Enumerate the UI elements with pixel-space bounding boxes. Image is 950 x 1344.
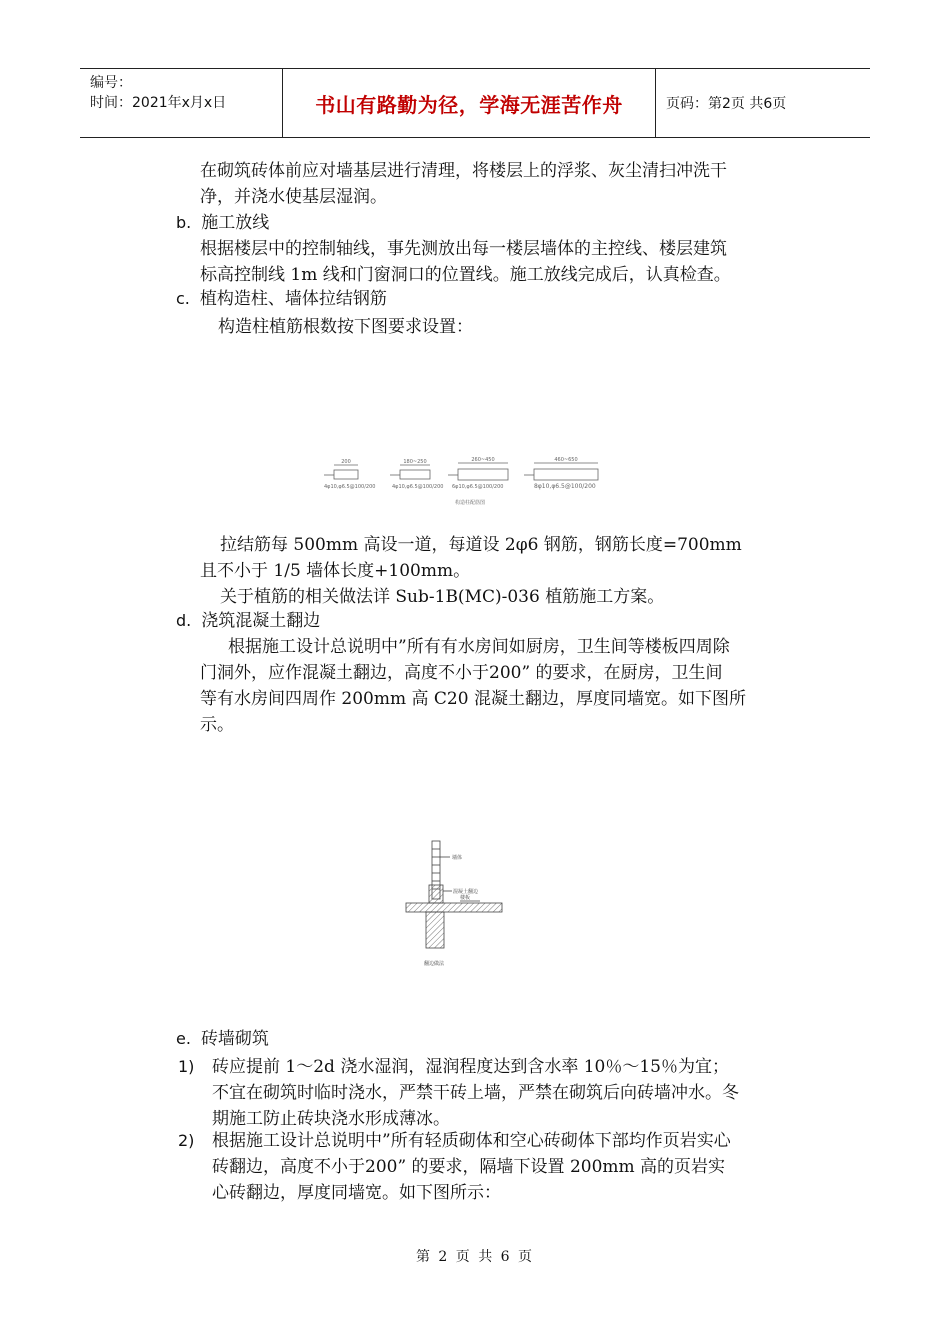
rebar-note: 4φ10,φ6.5@100/200 (324, 484, 376, 490)
section-marker: d. (176, 611, 192, 630)
paragraph-concrete-curb (200, 634, 810, 738)
paragraph-line: 标高控制线 1m 线和门窗洞口的位置线。施工放线完成后，认真检查。 (200, 265, 731, 285)
paragraph-line: 根据施工设计总说明中”所有有水房间如厨房，卫生间等楼板四周除 (228, 637, 730, 657)
column-section-4 (534, 469, 598, 480)
figure-label: 楼板 (460, 895, 471, 901)
beam-section (426, 912, 444, 948)
paragraph-line: 示。 (200, 715, 234, 735)
section-title: 砖墙砌筑 (200, 1029, 269, 1049)
list-number: 1) (178, 1057, 195, 1076)
paragraph-line: 砖翻边，高度不小于200” 的要求，隔墙下设置 200mm 高的页岩实 (212, 1157, 726, 1177)
section-marker: e. (176, 1029, 191, 1048)
page-footer: 第 2 页 共 6 页 (415, 1249, 535, 1265)
paragraph-line: 心砖翻边，厚度同墙宽。如下图所示： (212, 1183, 501, 1203)
section-title: 植构造柱、墙体拉结钢筋 (199, 289, 387, 309)
paragraph-rebar-reference: 关于植筋的相关做法详 Sub-1B(MC)-036 植筋施工方案。 (220, 587, 665, 607)
page-header (80, 68, 870, 138)
header-page-info: 页码：第2页 共6页 (666, 96, 787, 112)
dim-label: 260~450 (471, 457, 495, 463)
section-marker: c. (176, 289, 190, 308)
paragraph-line: 净，并浇水使基层湿润。 (200, 187, 387, 207)
figure-label: 混凝土翻边 (453, 889, 479, 895)
dim-label: 460~650 (554, 457, 578, 463)
column-section-1 (334, 470, 358, 479)
rebar-note: 8φ10,φ6.5@100/200 (534, 483, 596, 490)
dim-label: 180~250 (403, 459, 427, 465)
document-date-label: 时间：2021年x月x日 (90, 95, 227, 111)
section-heading-b (176, 210, 269, 236)
paragraph-tie-bars (220, 532, 810, 558)
column-section-2 (400, 470, 430, 479)
figure-label: 墙体 (452, 855, 463, 861)
paragraph-layout-lines (200, 236, 810, 288)
paragraph-line: 根据楼层中的控制轴线，事先测放出每一楼层墙体的主控线、楼层建筑 (200, 239, 727, 259)
figure-caption: 翻边做法 (423, 961, 445, 967)
paragraph-line: 门洞外，应作混凝土翻边，高度不小于200” 的要求，在厨房，卫生间 (200, 663, 723, 683)
section-heading-e (176, 1026, 269, 1052)
paragraph-line: 不宜在砌筑时临时浇水，严禁干砖上墙，严禁在砌筑后向砖墙冲水。冬 (212, 1083, 739, 1103)
section-marker: b. (176, 213, 192, 232)
header-meta (80, 69, 282, 137)
section-title: 施工放线 (201, 213, 270, 233)
section-title: 浇筑混凝土翻边 (201, 611, 321, 631)
concrete-curb-figure (400, 835, 510, 970)
list-number: 2) (178, 1131, 195, 1150)
rebar-note: 4φ10,φ6.5@100/200 (392, 484, 444, 490)
section-heading-c (176, 286, 387, 312)
header-motto: 书山有路勤为径，学海无涯苦作舟 (282, 69, 656, 137)
concrete-curb (429, 885, 443, 903)
figure-caption: 构造柱配筋图 (454, 500, 486, 506)
column-section-3 (458, 469, 508, 480)
paragraph-line: 在砌筑砖体前应对墙基层进行清理，将楼层上的浮浆、灰尘清扫冲洗干 (200, 161, 727, 181)
section-heading-d (176, 608, 320, 634)
paragraph-tie-bars-cont: 且不小于 1/5 墙体长度+100mm。 (200, 561, 471, 581)
paragraph-line: 等有水房间四周作 200mm 高 C20 混凝土翻边，厚度同墙宽。如下图所 (200, 689, 746, 709)
paragraph-line: 拉结筋每 500mm 高设一道，每道设 2φ6 钢筋，钢筋长度=700mm (220, 535, 742, 555)
paragraph-line: 根据施工设计总说明中”所有轻质砌体和空心砖砌体下部均作页岩实心 (212, 1131, 731, 1151)
list-item-solid-brick-curb (212, 1128, 812, 1206)
list-item-brick-wetting (212, 1054, 812, 1132)
floor-slab (406, 903, 502, 912)
rebar-note: 6φ10,φ6.5@100/200 (452, 484, 504, 490)
column-rebar-figure (320, 455, 620, 515)
paragraph-rebar-intro: 构造柱植筋根数按下图要求设置： (218, 317, 473, 337)
document-number-label: 编号： (90, 75, 132, 91)
paragraph-line: 砖应提前 1～2d 浇水湿润，湿润程度达到含水率 10％～15％为宜； (212, 1057, 729, 1077)
paragraph-line: 期施工防止砖块浇水形成薄冰。 (212, 1109, 450, 1129)
dim-label: 200 (341, 459, 351, 465)
paragraph-cleaning (200, 158, 810, 210)
